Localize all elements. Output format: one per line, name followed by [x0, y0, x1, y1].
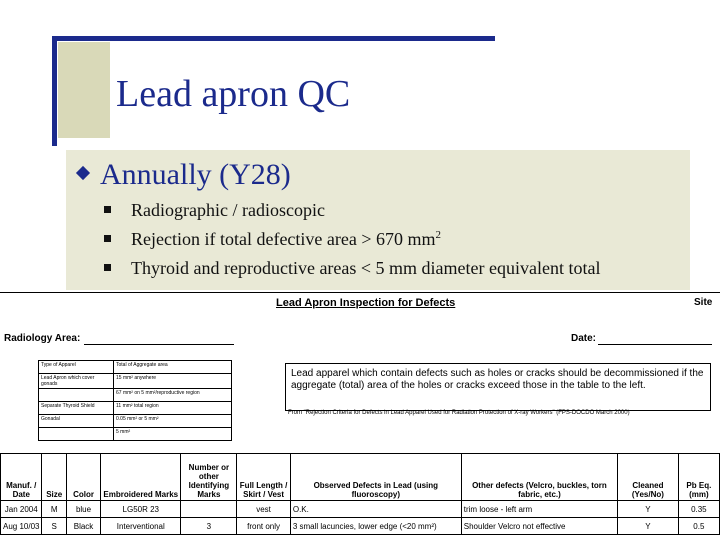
table-cell: S	[42, 518, 66, 535]
criteria-cell: Total of Aggregate area	[114, 361, 232, 374]
diamond-bullet-icon	[76, 166, 90, 180]
criteria-cell: 0.05 mm² or 5 mm²	[114, 415, 232, 428]
sub-bullet-text: Thyroid and reproductive areas < 5 mm diameter equivalent total	[131, 258, 601, 278]
column-header: Pb Eq. (mm)	[678, 454, 719, 501]
column-header: Number or other Identifying Marks	[181, 454, 237, 501]
form-date-label: Date:	[571, 333, 597, 344]
criteria-cell: 11 mm² total region	[114, 402, 232, 415]
sub-bullet-text: Radiographic / radioscopic	[131, 200, 325, 220]
table-cell: M	[42, 501, 66, 518]
square-bullet-icon	[104, 206, 111, 213]
table-row	[1, 518, 720, 535]
form-date-line	[598, 344, 712, 345]
table-cell: 0.5	[678, 518, 719, 535]
table-cell: front only	[237, 518, 291, 535]
criteria-row	[39, 428, 232, 441]
form-site-label: Site	[694, 297, 713, 308]
slide-title: Lead apron QC	[116, 73, 351, 115]
table-header-row	[1, 454, 720, 501]
table-cell: trim loose - left arm	[461, 501, 617, 518]
criteria-cell: 15 mm² anywhere	[114, 374, 232, 389]
table-row	[1, 501, 720, 518]
criteria-row	[39, 361, 232, 374]
table-cell: Y	[618, 518, 679, 535]
column-header: Color	[66, 454, 100, 501]
square-bullet-icon	[104, 264, 111, 271]
main-bullet-text: Annually (Y28)	[100, 158, 291, 191]
criteria-row	[39, 415, 232, 428]
table-cell: blue	[66, 501, 100, 518]
inspection-form-image	[0, 292, 720, 541]
table-cell: LG50R 23	[101, 501, 181, 518]
criteria-cell: Separate Thyroid Shield	[39, 402, 114, 415]
criteria-cell: 67 mm² on 5 mm²/reproductive region	[114, 389, 232, 402]
sub-bullet	[104, 200, 325, 221]
form-area-label: Radiology Area:	[4, 333, 81, 344]
title-accent-vertical	[52, 36, 57, 146]
table-cell	[181, 501, 237, 518]
criteria-cell	[39, 389, 114, 402]
column-header: Manuf. / Date	[1, 454, 42, 501]
criteria-row	[39, 389, 232, 402]
table-cell: Shoulder Velcro not effective	[461, 518, 617, 535]
column-header: Full Length / Skirt / Vest	[237, 454, 291, 501]
criteria-cell	[39, 428, 114, 441]
title-accent-bar	[52, 36, 495, 41]
table-cell: 3 small lacuncies, lower edge (<20 mm²)	[290, 518, 461, 535]
source-footnote: From "Rejection Criteria for Defects in Lead Apparel Used for Radiation Protection of X-ray Workers" (FPS-DOCDO March 2000)	[288, 410, 630, 416]
sub-bullet	[104, 229, 441, 250]
criteria-cell: Type of Apparel	[39, 361, 114, 374]
table-cell: Jan 2004	[1, 501, 42, 518]
criteria-cell: Gonadal	[39, 415, 114, 428]
superscript: 2	[435, 229, 442, 241]
criteria-row	[39, 374, 232, 389]
form-area-line	[84, 344, 234, 345]
column-header: Cleaned (Yes/No)	[618, 454, 679, 501]
table-cell: Aug 10/03	[1, 518, 42, 535]
form-title: Lead Apron Inspection for Defects	[276, 297, 456, 309]
table-cell: 0.35	[678, 501, 719, 518]
decommission-note: Lead apparel which contain defects such as holes or cracks should be decommissioned if the aggregate (total) area of the holes or cracks exceed those in the table to the left.	[285, 363, 711, 411]
sub-bullet-text: Rejection if total defective area > 670 mm	[131, 229, 436, 249]
table-cell: vest	[237, 501, 291, 518]
column-header: Other defects (Velcro, buckles, torn fabric, etc.)	[461, 454, 617, 501]
criteria-row	[39, 402, 232, 415]
criteria-cell: 5 mm²	[114, 428, 232, 441]
table-cell: O.K.	[290, 501, 461, 518]
table-cell: Black	[66, 518, 100, 535]
table-cell: Interventional	[101, 518, 181, 535]
criteria-table	[38, 360, 232, 441]
column-header: Observed Defects in Lead (using fluoroscopy)	[290, 454, 461, 501]
title-accent-block	[58, 42, 110, 138]
inspection-table	[0, 453, 720, 535]
table-cell: Y	[618, 501, 679, 518]
sub-bullet	[104, 258, 601, 279]
square-bullet-icon	[104, 235, 111, 242]
criteria-cell: Lead Apron which cover gonads	[39, 374, 114, 389]
main-bullet	[78, 158, 291, 192]
table-cell: 3	[181, 518, 237, 535]
column-header: Size	[42, 454, 66, 501]
column-header: Embroidered Marks	[101, 454, 181, 501]
